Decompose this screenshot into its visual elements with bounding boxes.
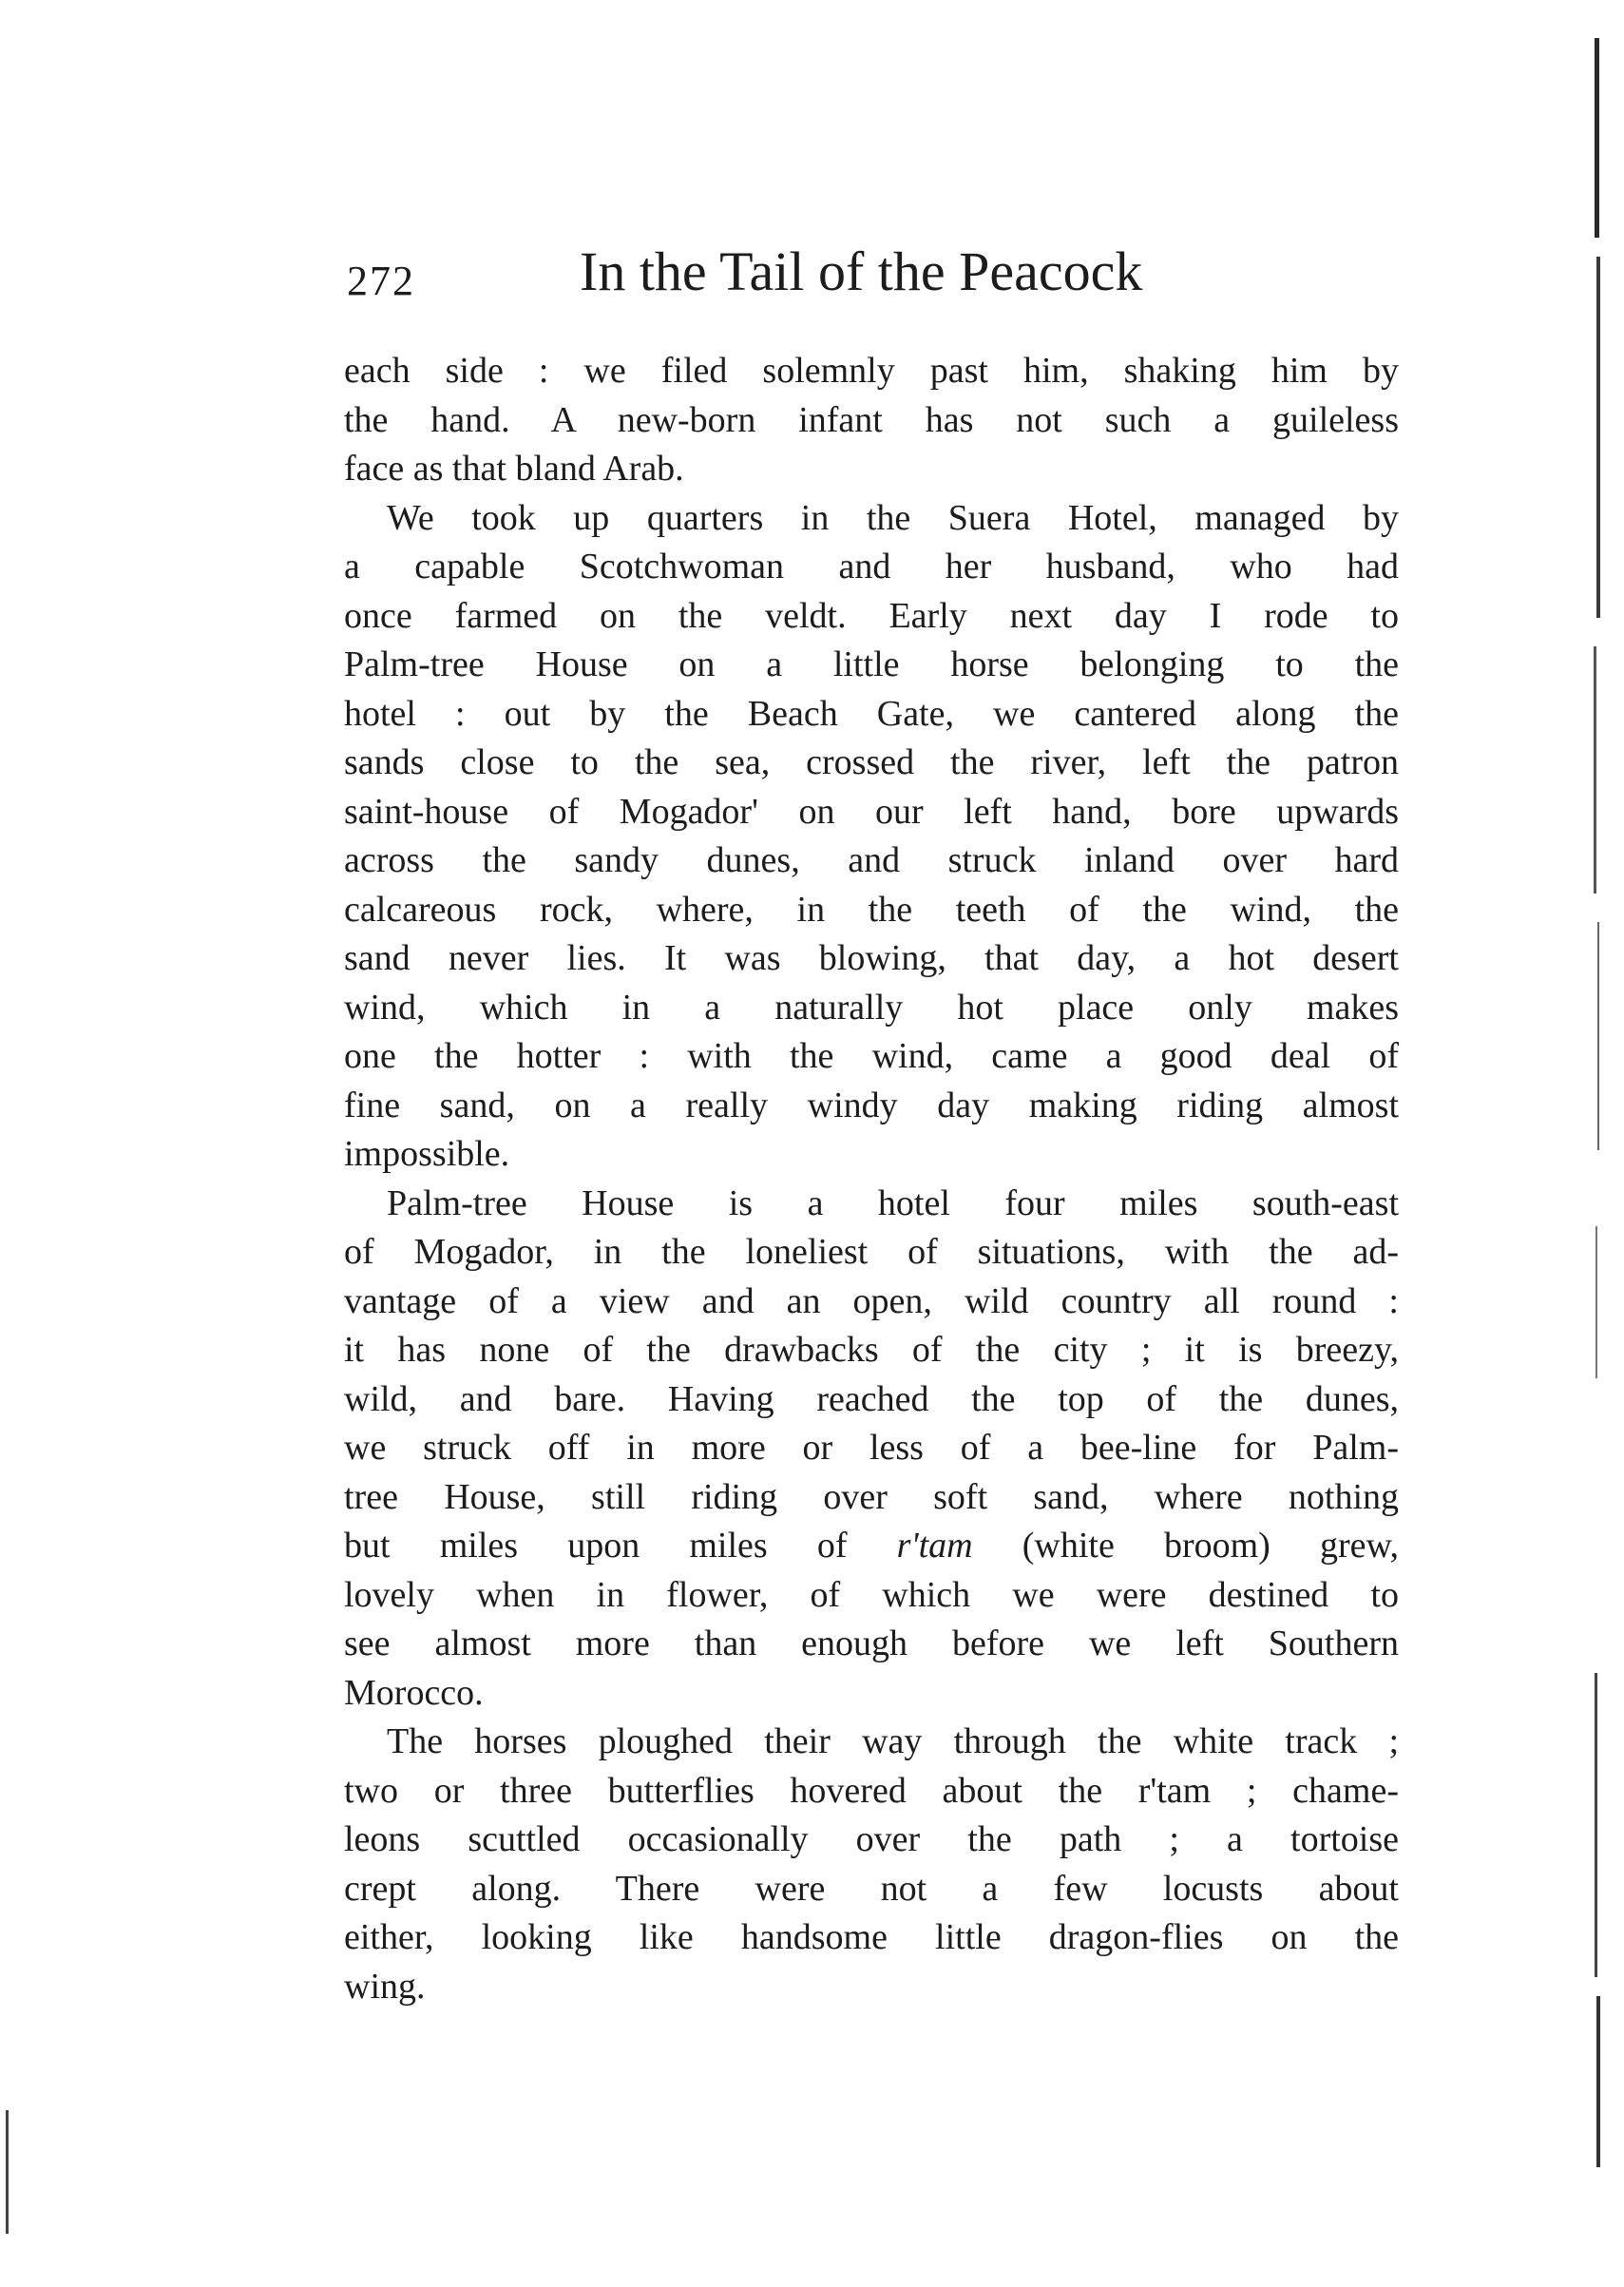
text-line: the hand. A new-born infant has not such a guileless — [344, 399, 1399, 440]
scan-edge-mark — [6, 2110, 9, 2234]
text-line: calcareous rock, where, in the teeth of the wind, the — [344, 889, 1399, 930]
running-title: In the Tail of the Peacock — [580, 240, 1143, 302]
paragraph-3 — [344, 1180, 1399, 1719]
paragraph-4 — [344, 1718, 1399, 2011]
text-line: tree House, still riding over soft sand, where nothing — [344, 1476, 1399, 1517]
text-line: lovely when in flower, of which we were destined to — [344, 1574, 1399, 1615]
page-number: 272 — [347, 258, 415, 304]
text-line: fine sand, on a really windy day making riding almost — [344, 1085, 1399, 1125]
text-line: face as that bland Arab. — [344, 449, 684, 489]
text-line: Palm-tree House on a little horse belonging to the — [344, 644, 1399, 684]
text-line: we struck off in more or less of a bee-line for Palm- — [344, 1428, 1399, 1468]
text-segment: but miles upon miles of — [344, 1526, 848, 1566]
text-line: crept along. There were not a few locusts about — [344, 1868, 1399, 1909]
text-line-rtam — [344, 1522, 1399, 1571]
body-text — [344, 347, 1399, 2011]
text-line: across the sandy dunes, and struck inland over hard — [344, 840, 1399, 880]
text-line: see almost more than enough before we left Southern — [344, 1624, 1399, 1663]
text-line: either, looking like handsome little dragon-flies on the — [344, 1917, 1399, 1957]
text-line: of Mogador, in the loneliest of situations, with the ad- — [344, 1232, 1399, 1272]
text-line: saint-house of Mogador' on our left hand, bore upwards — [344, 791, 1399, 832]
text-line: leons scuttled occasionally over the path ; a tortoise — [344, 1819, 1399, 1859]
text-line: We took up quarters in the Suera Hotel, managed by — [387, 497, 1399, 538]
text-line: vantage of a view and an open, wild country all round : — [344, 1280, 1399, 1321]
text-line: a capable Scotchwoman and her husband, who had — [344, 547, 1399, 586]
text-line: one the hotter : with the wind, came a good deal of — [344, 1036, 1399, 1076]
text-line: wild, and bare. Having reached the top of the dunes, — [344, 1378, 1399, 1419]
text-line: Palm-tree House is a hotel four miles south-east — [387, 1182, 1399, 1223]
text-line: wing. — [344, 1966, 426, 2007]
italic-term: r'tam — [896, 1526, 973, 1566]
text-line: impossible. — [344, 1134, 510, 1174]
text-line: two or three butterflies hovered about the r'tam ; chame- — [344, 1770, 1399, 1811]
text-line: it has none of the drawbacks of the city ; it is breezy, — [344, 1330, 1399, 1370]
binding-edge — [1589, 38, 1602, 2243]
text-line: wind, which in a naturally hot place only makes — [344, 987, 1399, 1028]
text-line: Morocco. — [344, 1672, 484, 1713]
text-line: once farmed on the veldt. Early next day I rode to — [344, 595, 1399, 636]
paragraph-1 — [344, 347, 1399, 494]
text-line: each side : we filed solemnly past him, shaking him by — [344, 351, 1399, 391]
text-line: sands close to the sea, crossed the river, left the patron — [344, 742, 1399, 782]
text-line: sand never lies. It was blowing, that day, a hot desert — [344, 938, 1399, 978]
text-segment: (white broom) grew, — [1022, 1526, 1399, 1566]
text-line: The horses ploughed their way through the white track ; — [387, 1721, 1399, 1761]
paragraph-2 — [344, 494, 1399, 1180]
text-line: hotel : out by the Beach Gate, we cantered along the — [344, 693, 1399, 734]
running-head — [347, 240, 1402, 316]
